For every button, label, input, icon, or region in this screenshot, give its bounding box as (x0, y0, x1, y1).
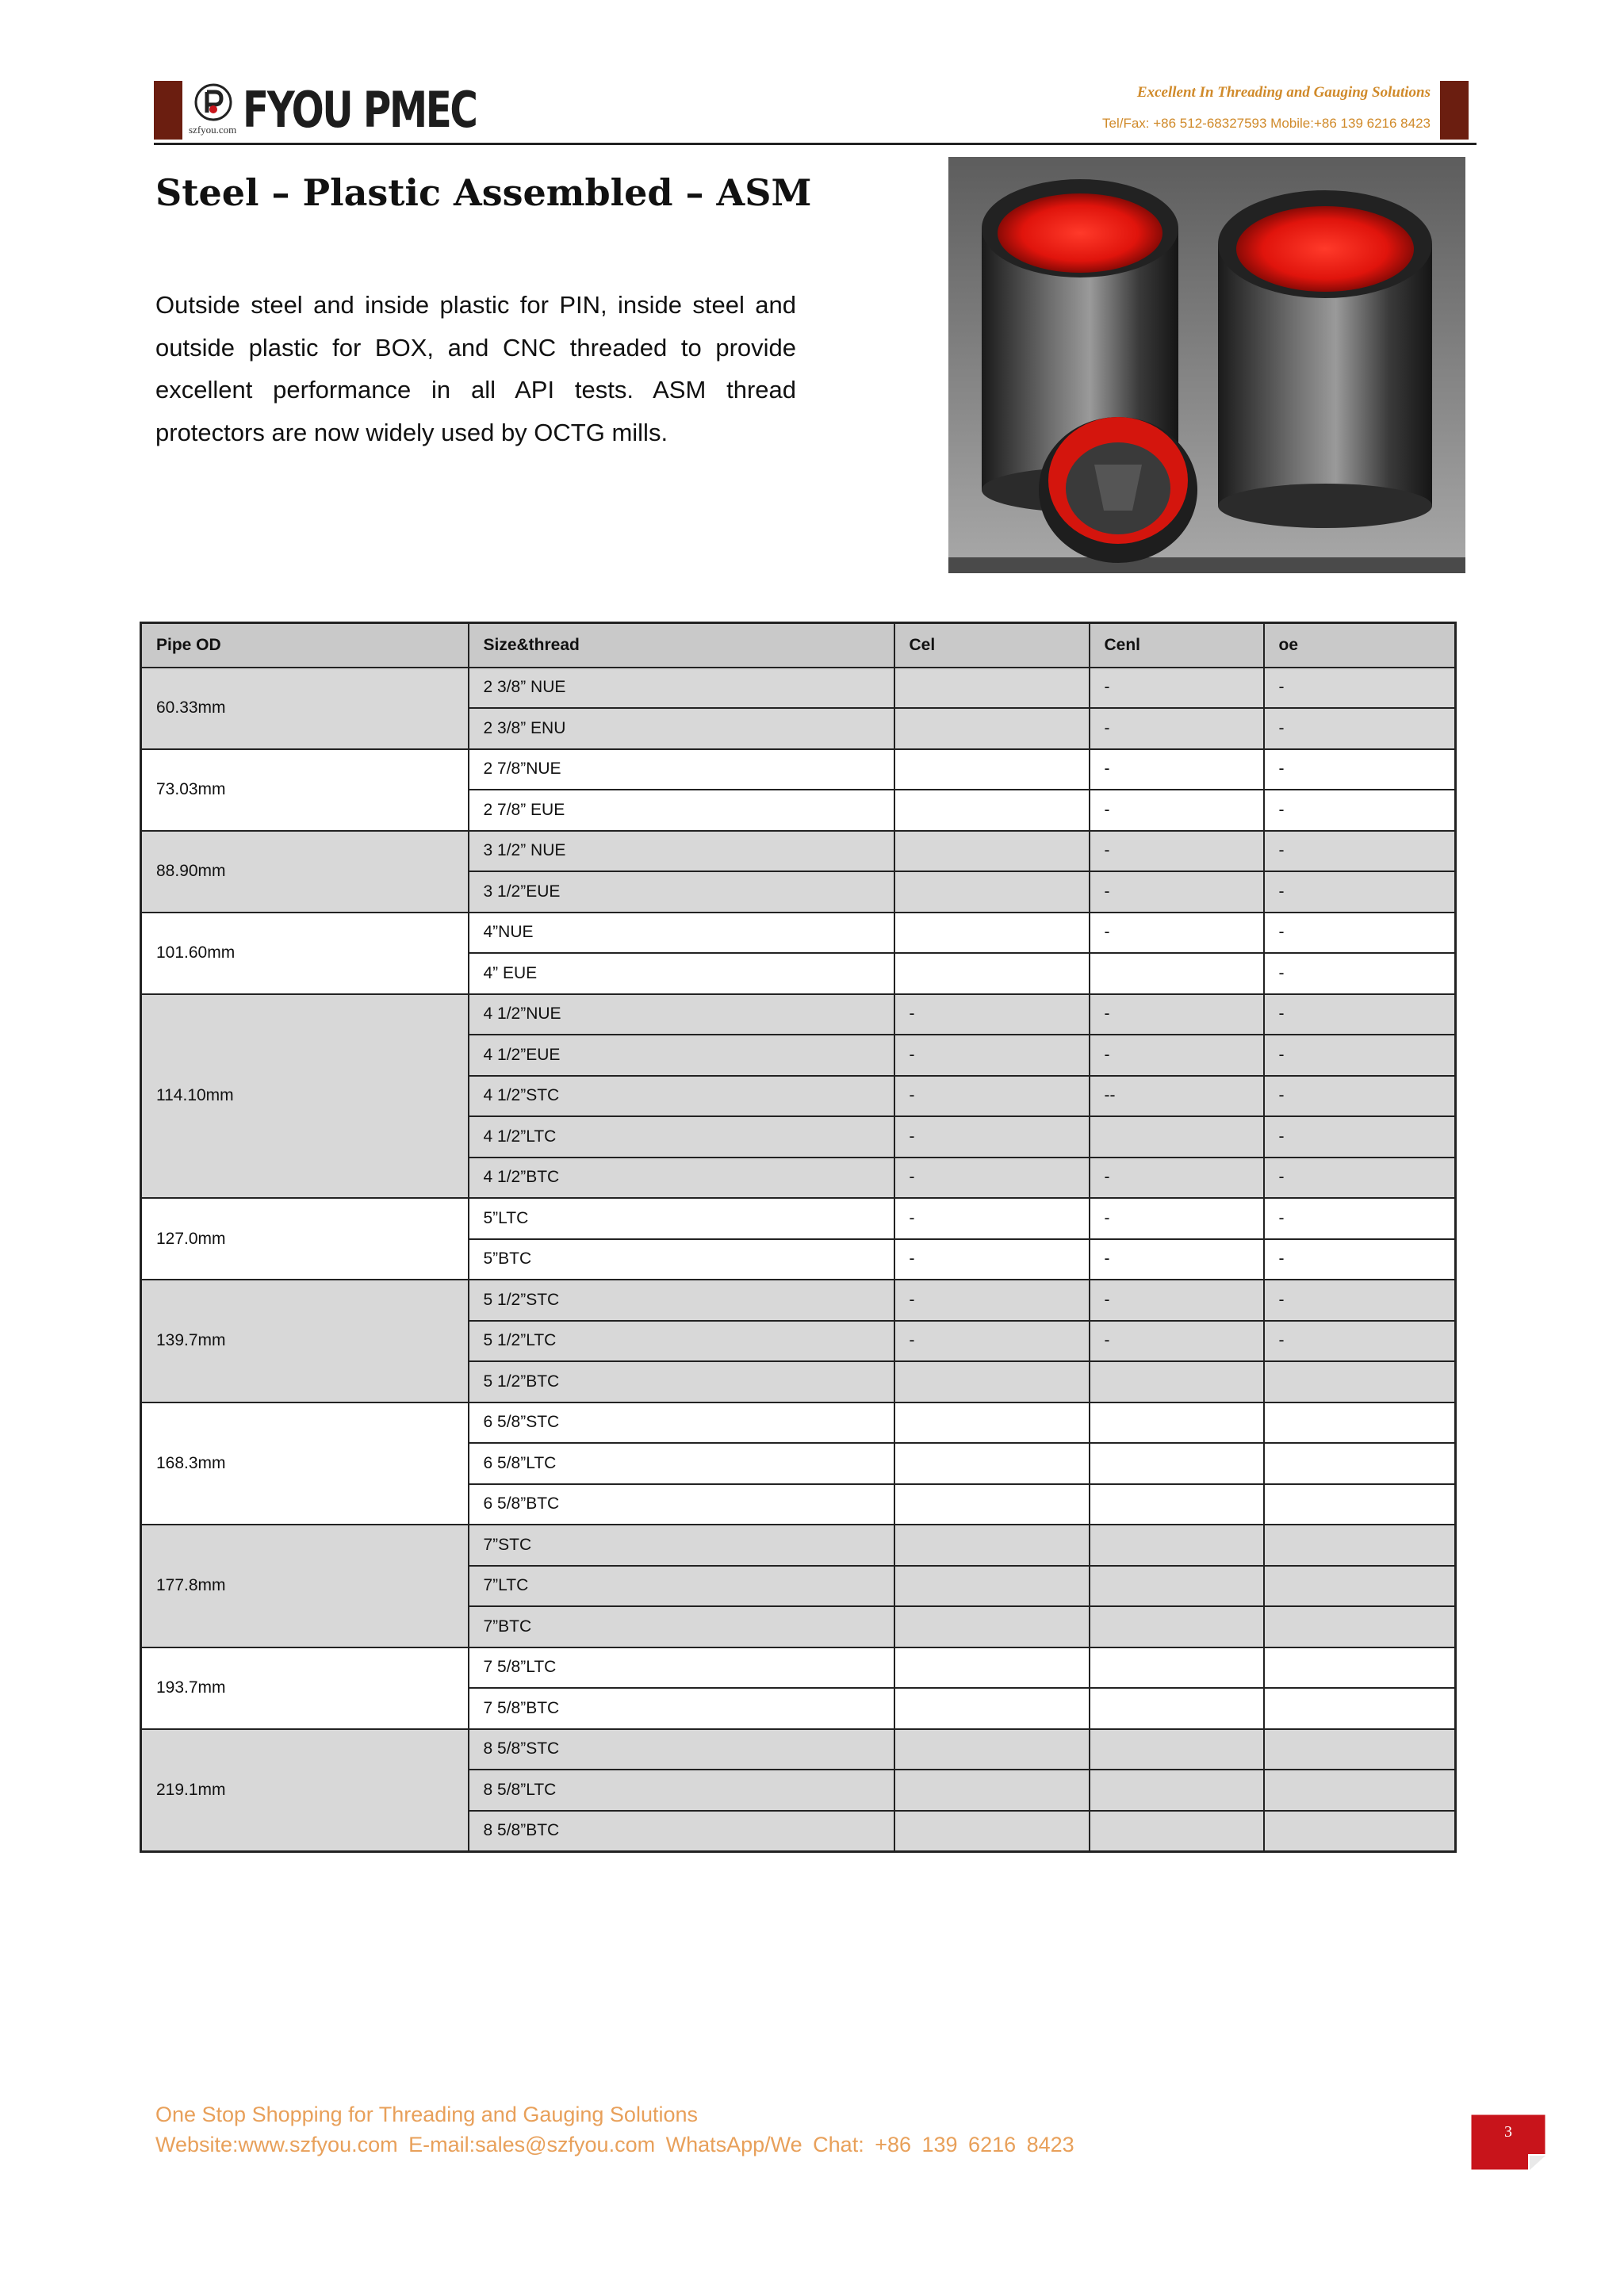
cel-cell (894, 913, 1090, 954)
oe-cell: - (1264, 790, 1456, 831)
size-thread-cell: 5 1/2”BTC (469, 1361, 894, 1402)
table-row (141, 913, 1456, 954)
oe-cell: - (1264, 994, 1456, 1035)
oe-cell: - (1264, 1076, 1456, 1117)
table-row (141, 1729, 1456, 1770)
cenl-cell: - (1090, 871, 1264, 913)
col-size-thread: Size&thread (469, 623, 894, 668)
cel-cell (894, 1647, 1090, 1689)
cenl-cell (1090, 953, 1264, 994)
table-row (141, 668, 1456, 709)
page-number-badge (1469, 2112, 1548, 2172)
size-thread-cell: 5 1/2”STC (469, 1280, 894, 1321)
cel-cell (894, 871, 1090, 913)
col-cenl: Cenl (1090, 623, 1264, 668)
oe-cell: - (1264, 1198, 1456, 1239)
oe-cell: - (1264, 953, 1456, 994)
cenl-cell: - (1090, 1280, 1264, 1321)
cenl-cell (1090, 1525, 1264, 1566)
cenl-cell: - (1090, 831, 1264, 872)
cel-cell (894, 749, 1090, 790)
oe-cell (1264, 1566, 1456, 1607)
size-thread-cell: 7 5/8”BTC (469, 1688, 894, 1729)
cel-cell: - (894, 1158, 1090, 1199)
pipe-od-cell: 88.90mm (141, 831, 469, 913)
oe-cell: - (1264, 871, 1456, 913)
size-thread-cell: 4” EUE (469, 953, 894, 994)
size-thread-cell: 3 1/2”EUE (469, 871, 894, 913)
cel-cell (894, 1402, 1090, 1444)
oe-cell: - (1264, 1239, 1456, 1280)
cel-cell (894, 668, 1090, 709)
table-row (141, 1280, 1456, 1321)
size-thread-cell: 5”BTC (469, 1239, 894, 1280)
cel-cell (894, 831, 1090, 872)
table-row (141, 994, 1456, 1035)
header-divider (154, 143, 1477, 145)
cenl-cell (1090, 1484, 1264, 1525)
size-thread-cell: 2 3/8” NUE (469, 668, 894, 709)
page-title: Steel – Plastic Assembled – ASM (155, 171, 812, 214)
page-number: 3 (1504, 2123, 1512, 2141)
size-thread-cell: 5”LTC (469, 1198, 894, 1239)
pipe-od-cell: 101.60mm (141, 913, 469, 994)
oe-cell (1264, 1484, 1456, 1525)
size-thread-cell: 4 1/2”LTC (469, 1116, 894, 1158)
footer-contact: Website:www.szfyou.com E-mail:sales@szfyou.com WhatsApp/We Chat: +86 139 6216 8423 (155, 2133, 1074, 2156)
cenl-cell (1090, 1443, 1264, 1484)
cenl-cell (1090, 1606, 1264, 1647)
cenl-cell (1090, 1361, 1264, 1402)
cel-cell: - (894, 1116, 1090, 1158)
cel-cell: - (894, 1198, 1090, 1239)
cel-cell (894, 1688, 1090, 1729)
size-thread-cell: 5 1/2”LTC (469, 1321, 894, 1362)
cenl-cell: - (1090, 790, 1264, 831)
cenl-cell (1090, 1647, 1264, 1689)
oe-cell: - (1264, 831, 1456, 872)
header-contact: Tel/Fax: +86 512-68327593 Mobile:+86 139 6216 8423 (1102, 116, 1431, 131)
brand-logo-icon (193, 82, 233, 122)
table-row (141, 1402, 1456, 1444)
logo-site: szfyou.com (189, 124, 237, 136)
cenl-cell: - (1090, 1158, 1264, 1199)
table-body (141, 668, 1456, 1852)
cel-cell (894, 953, 1090, 994)
col-oe: oe (1264, 623, 1456, 668)
cel-cell (894, 1361, 1090, 1402)
header-left-bar (154, 81, 182, 140)
header-tagline: Excellent In Threading and Gauging Solutions (1136, 84, 1431, 101)
size-thread-cell: 4 1/2”NUE (469, 994, 894, 1035)
size-thread-cell: 2 3/8” ENU (469, 708, 894, 749)
size-thread-cell: 4 1/2”BTC (469, 1158, 894, 1199)
cel-cell: - (894, 1280, 1090, 1321)
cel-cell (894, 790, 1090, 831)
cenl-cell: - (1090, 1198, 1264, 1239)
size-thread-cell: 7”STC (469, 1525, 894, 1566)
pipe-od-cell: 139.7mm (141, 1280, 469, 1402)
oe-cell: - (1264, 913, 1456, 954)
cenl-cell (1090, 1770, 1264, 1811)
oe-cell (1264, 1770, 1456, 1811)
table-header-row (141, 623, 1456, 668)
oe-cell: - (1264, 1321, 1456, 1362)
cenl-cell: - (1090, 913, 1264, 954)
pipe-od-cell: 60.33mm (141, 668, 469, 749)
oe-cell (1264, 1361, 1456, 1402)
header-right-bar (1440, 81, 1469, 140)
size-thread-cell: 4”NUE (469, 913, 894, 954)
table-row (141, 831, 1456, 872)
pipe-od-cell: 177.8mm (141, 1525, 469, 1647)
size-thread-cell: 7”BTC (469, 1606, 894, 1647)
table-row (141, 1525, 1456, 1566)
cel-cell (894, 1811, 1090, 1852)
pipe-od-cell: 168.3mm (141, 1402, 469, 1525)
pipe-od-cell: 219.1mm (141, 1729, 469, 1852)
cel-cell (894, 1770, 1090, 1811)
cel-cell (894, 1525, 1090, 1566)
size-thread-cell: 7”LTC (469, 1566, 894, 1607)
oe-cell: - (1264, 1280, 1456, 1321)
oe-cell: - (1264, 668, 1456, 709)
asm-protector-photo (948, 157, 1465, 573)
size-thread-cell: 8 5/8”LTC (469, 1770, 894, 1811)
size-thread-cell: 8 5/8”STC (469, 1729, 894, 1770)
cel-cell: - (894, 1321, 1090, 1362)
oe-cell (1264, 1443, 1456, 1484)
col-pipe-od: Pipe OD (141, 623, 469, 668)
oe-cell (1264, 1647, 1456, 1689)
size-thread-cell: 7 5/8”LTC (469, 1647, 894, 1689)
oe-cell (1264, 1606, 1456, 1647)
cenl-cell: - (1090, 994, 1264, 1035)
cel-cell: - (894, 994, 1090, 1035)
cel-cell: - (894, 1239, 1090, 1280)
cenl-cell (1090, 1116, 1264, 1158)
oe-cell: - (1264, 1035, 1456, 1076)
oe-cell: - (1264, 1116, 1456, 1158)
cenl-cell (1090, 1566, 1264, 1607)
cenl-cell: - (1090, 1035, 1264, 1076)
size-thread-cell: 6 5/8”LTC (469, 1443, 894, 1484)
size-thread-cell: 8 5/8”BTC (469, 1811, 894, 1852)
table-row (141, 749, 1456, 790)
oe-cell (1264, 1688, 1456, 1729)
oe-cell: - (1264, 749, 1456, 790)
size-thread-cell: 6 5/8”BTC (469, 1484, 894, 1525)
pipe-od-cell: 114.10mm (141, 994, 469, 1199)
cenl-cell (1090, 1811, 1264, 1852)
size-thread-cell: 3 1/2” NUE (469, 831, 894, 872)
cenl-cell: - (1090, 1321, 1264, 1362)
brand-name: FYOU PMEC (243, 81, 477, 139)
footer-tagline: One Stop Shopping for Threading and Gauging Solutions (155, 2103, 698, 2126)
col-cel: Cel (894, 623, 1090, 668)
oe-cell (1264, 1729, 1456, 1770)
pipe-od-cell: 73.03mm (141, 749, 469, 831)
size-thread-cell: 2 7/8” EUE (469, 790, 894, 831)
pipe-od-cell: 127.0mm (141, 1198, 469, 1280)
cenl-cell: - (1090, 1239, 1264, 1280)
cenl-cell (1090, 1402, 1264, 1444)
oe-cell: - (1264, 1158, 1456, 1199)
size-thread-cell: 6 5/8”STC (469, 1402, 894, 1444)
cenl-cell: -- (1090, 1076, 1264, 1117)
size-thread-cell: 4 1/2”EUE (469, 1035, 894, 1076)
cel-cell (894, 708, 1090, 749)
cenl-cell: - (1090, 708, 1264, 749)
size-thread-cell: 2 7/8”NUE (469, 749, 894, 790)
oe-cell (1264, 1402, 1456, 1444)
cel-cell (894, 1606, 1090, 1647)
size-thread-cell: 4 1/2”STC (469, 1076, 894, 1117)
cenl-cell (1090, 1729, 1264, 1770)
cenl-cell: - (1090, 749, 1264, 790)
cel-cell (894, 1484, 1090, 1525)
cenl-cell (1090, 1688, 1264, 1729)
oe-cell (1264, 1811, 1456, 1852)
intro-paragraph: Outside steel and inside plastic for PIN, inside steel and outside plastic for BOX, and CNC threaded to provide excellent performance in all API tests. ASM thread protectors are now widely used by OCTG mills. (155, 291, 796, 446)
cel-cell (894, 1729, 1090, 1770)
oe-cell (1264, 1525, 1456, 1566)
table-row (141, 1647, 1456, 1689)
cenl-cell: - (1090, 668, 1264, 709)
cel-cell: - (894, 1035, 1090, 1076)
cel-cell (894, 1443, 1090, 1484)
cel-cell (894, 1566, 1090, 1607)
pipe-od-cell: 193.7mm (141, 1647, 469, 1729)
oe-cell: - (1264, 708, 1456, 749)
table-row (141, 1198, 1456, 1239)
spec-table (140, 622, 1457, 1853)
cel-cell: - (894, 1076, 1090, 1117)
